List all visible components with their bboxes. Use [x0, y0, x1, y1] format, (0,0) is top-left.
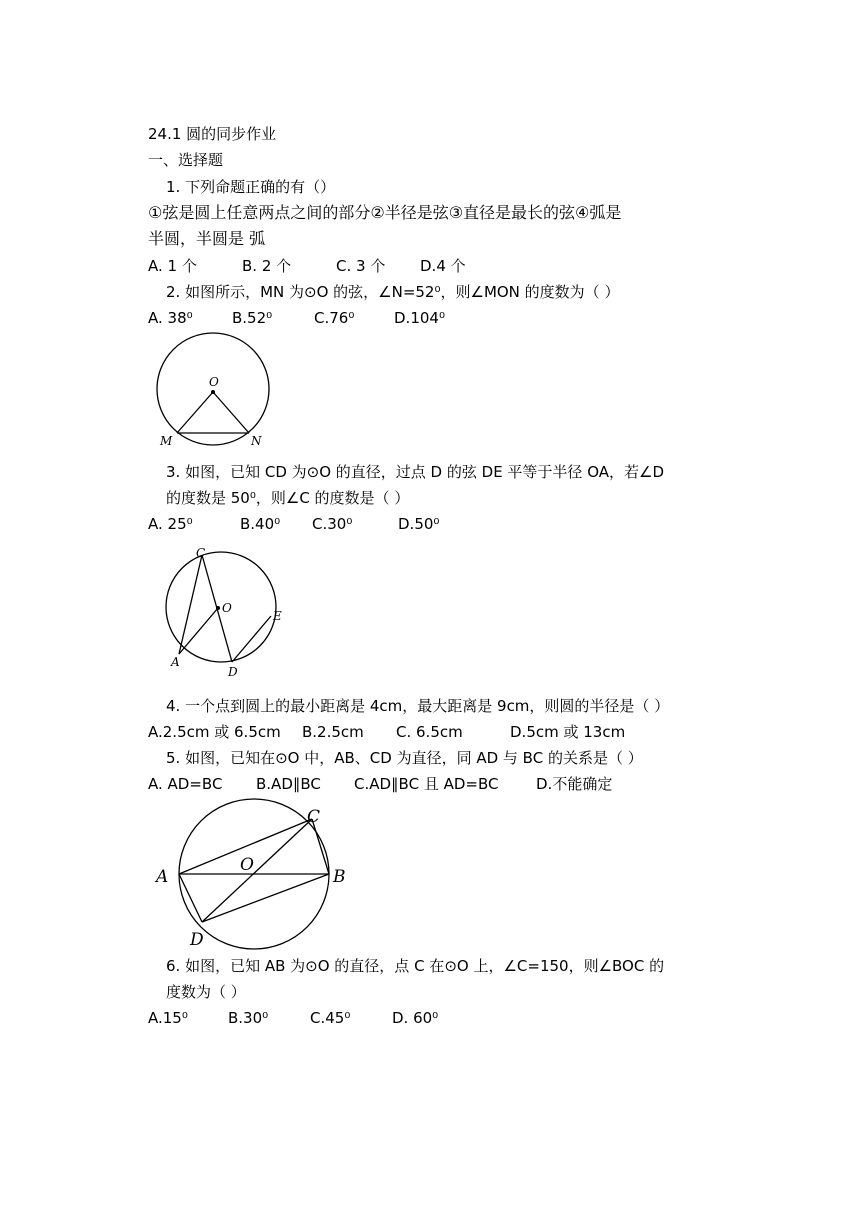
doc-title: 24.1 圆的同步作业	[148, 125, 277, 143]
q5-option-a: A. AD=BC	[148, 775, 223, 793]
q2-radius-on	[213, 392, 249, 433]
q2-option-a: A. 38⁰	[148, 309, 193, 327]
q2-option-c: C.76⁰	[314, 309, 355, 327]
q1-option-a: A. 1 个	[148, 257, 197, 275]
q3-option-b: B.40⁰	[240, 515, 281, 533]
q3-circle-figure	[160, 542, 300, 679]
q3-option-d: D.50⁰	[398, 515, 440, 533]
q2-label-m: M	[160, 434, 173, 448]
q5-label-o: O	[240, 855, 254, 875]
q6-stem-line2: 度数为（ ）	[166, 983, 246, 1001]
q5-stem: 5. 如图，已知在⊙O 中，AB、CD 为直径，同 AD 与 BC 的关系是（ ）	[166, 749, 643, 767]
q5-label-d: D	[190, 930, 204, 950]
q3-label-d: D	[228, 665, 238, 679]
q5-option-d: D.不能确定	[536, 775, 613, 793]
q1-option-b: B. 2 个	[242, 257, 292, 275]
q5-diameter-cd	[202, 819, 312, 922]
q5-label-b: B	[333, 867, 346, 887]
q3-label-c: C	[196, 546, 206, 560]
q2-center-dot	[211, 390, 215, 394]
q4-option-c: C. 6.5cm	[396, 723, 463, 741]
q5-option-b: B.AD∥BC	[256, 775, 321, 793]
q6-option-b: B.30⁰	[228, 1009, 269, 1027]
q6-stem: 6. 如图，已知 AB 为⊙O 的直径，点 C 在⊙O 上，∠C=150，则∠BOC 的	[166, 957, 665, 975]
q4-option-d: D.5cm 或 13cm	[510, 723, 626, 741]
q1-option-d: D.4 个	[420, 257, 466, 275]
q1-statements-line2: 半圆，半圆是 弧	[148, 229, 266, 248]
q5-label-a: A	[156, 867, 169, 887]
q1-stem: 1. 下列命题正确的有（）	[166, 178, 336, 196]
q6-option-c: C.45⁰	[310, 1009, 351, 1027]
q3-stem-line2: 的度数是 50⁰，则∠C 的度数是（ ）	[166, 489, 410, 507]
q1-statements-line1: ①弦是圆上任意两点之间的部分②半径是弦③直径是最长的弦④弧是	[148, 203, 622, 222]
q5-chord-cb	[312, 819, 329, 874]
q3-label-o: O	[222, 601, 232, 615]
q4-option-b: B.2.5cm	[302, 723, 364, 741]
q5-option-c: C.AD∥BC 且 AD=BC	[354, 775, 499, 793]
q2-label-o: O	[209, 375, 219, 389]
q4-stem: 4. 一个点到圆上的最小距离是 4cm，最大距离是 9cm，则圆的半径是（ ）	[166, 697, 670, 715]
q3-option-c: C.30⁰	[312, 515, 353, 533]
q5-label-c: C	[307, 807, 321, 827]
q3-chord-ca	[179, 555, 202, 654]
q6-option-d: D. 60⁰	[392, 1009, 439, 1027]
q2-circle	[157, 333, 269, 445]
q4-option-a: A.2.5cm 或 6.5cm	[148, 723, 281, 741]
q3-label-a: A	[171, 655, 180, 669]
q2-option-b: B.52⁰	[232, 309, 273, 327]
q3-option-a: A. 25⁰	[148, 515, 193, 533]
q6-option-a: A.15⁰	[148, 1009, 188, 1027]
q1-option-c: C. 3 个	[336, 257, 386, 275]
q3-stem: 3. 如图，已知 CD 为⊙O 的直径，过点 D 的弦 DE 平等于半径 OA，若∠D	[166, 463, 665, 481]
q2-stem: 2. 如图所示，MN 为⊙O 的弦，∠N=52⁰，则∠MON 的度数为（ ）	[166, 283, 620, 301]
q5-chord-db	[202, 874, 329, 922]
q3-label-e: E	[273, 609, 282, 623]
q2-option-d: D.104⁰	[394, 309, 445, 327]
q3-circle	[166, 552, 276, 662]
q2-label-n: N	[251, 434, 262, 448]
section-heading: 一、选择题	[148, 151, 224, 169]
q2-circle-figure	[150, 332, 280, 454]
q2-radius-om	[177, 392, 213, 433]
q5-circle-figure	[150, 798, 360, 954]
q3-center-dot	[216, 606, 220, 610]
